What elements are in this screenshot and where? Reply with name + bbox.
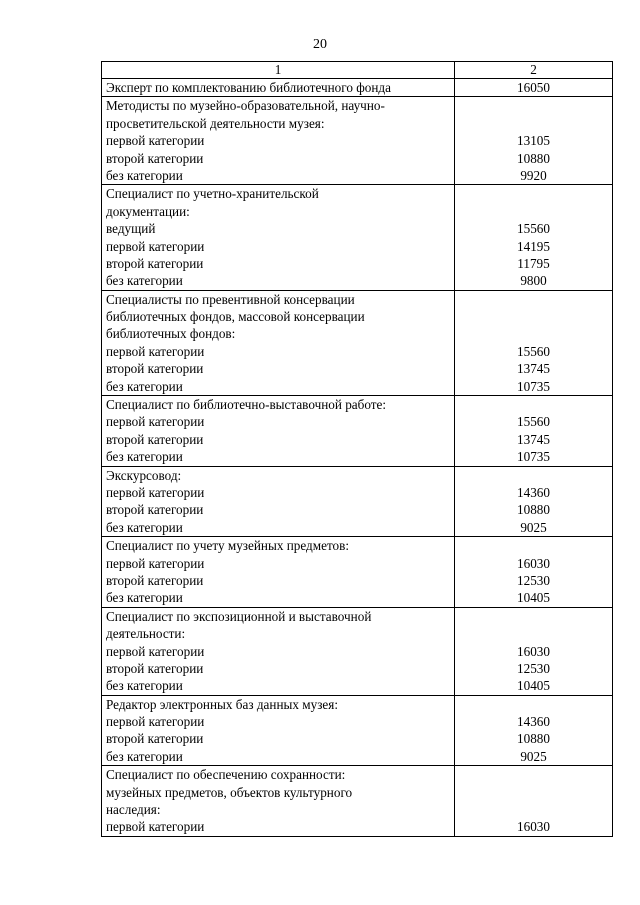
- category-label: второй категории: [106, 361, 204, 377]
- table-body: [102, 79, 613, 837]
- blank-line: [459, 608, 608, 625]
- group-title-line: деятельности:: [106, 626, 186, 642]
- blank-line: [459, 325, 608, 342]
- group-title-line: Специалист по экспозиционной и выставочной: [106, 608, 372, 624]
- blank-line: [459, 537, 608, 554]
- category-label: второй категории: [106, 431, 204, 447]
- category-label: первой категории: [106, 414, 205, 430]
- salary-cell: [455, 396, 613, 467]
- salary-value: 13745: [517, 431, 550, 447]
- blank-line: [459, 203, 608, 220]
- category-label: ведущий: [106, 221, 156, 237]
- salary-value: 10880: [517, 731, 550, 747]
- group-title-line: Редактор электронных баз данных музея:: [106, 696, 339, 712]
- category-label: первой категории: [106, 238, 205, 254]
- position-cell: [102, 79, 455, 97]
- table-row: [102, 79, 613, 97]
- salary-value: 10735: [517, 449, 550, 465]
- table-header-row: [102, 62, 613, 79]
- salary-value: 14360: [517, 714, 550, 730]
- salary-value: 12530: [517, 572, 550, 588]
- salary-cell: [455, 290, 613, 395]
- table-row: [102, 290, 613, 395]
- salary-value: 16030: [517, 555, 550, 571]
- blank-line: [459, 308, 608, 325]
- table-row: [102, 396, 613, 467]
- salary-value: 10880: [517, 150, 550, 166]
- position-cell: [102, 466, 455, 537]
- salary-cell: [455, 537, 613, 608]
- category-label: без категории: [106, 449, 183, 465]
- category-label: второй категории: [106, 572, 204, 588]
- position-cell: [102, 766, 455, 837]
- salary-value: 13105: [517, 133, 550, 149]
- table-row: [102, 466, 613, 537]
- category-label: без категории: [106, 378, 183, 394]
- salary-value: 11795: [517, 255, 550, 271]
- group-title-line: Специалист по обеспечению сохранности:: [106, 767, 346, 783]
- salary-value: 10880: [517, 502, 550, 518]
- category-label: первой категории: [106, 643, 205, 659]
- blank-line: [459, 801, 608, 818]
- category-label: первой категории: [106, 133, 205, 149]
- group-title-line: документации:: [106, 203, 190, 219]
- column-header-position: 1: [102, 62, 455, 79]
- salary-value: 14360: [517, 484, 550, 500]
- salary-value: 15560: [517, 343, 550, 359]
- category-label: без категории: [106, 273, 183, 289]
- table-row: [102, 607, 613, 695]
- group-title-line: библиотечных фондов:: [106, 326, 236, 342]
- page-number: 20: [313, 37, 327, 52]
- table-row: [102, 537, 613, 608]
- salary-value: 13745: [517, 361, 550, 377]
- blank-line: [459, 625, 608, 642]
- group-title-line: просветительской деятельности музея:: [106, 115, 325, 131]
- group-title-line: Специалисты по превентивной консервации: [106, 291, 355, 307]
- salary-value: 9800: [520, 273, 547, 289]
- group-title-line: Методисты по музейно-образовательной, научно-: [106, 98, 385, 114]
- position-cell: [102, 396, 455, 467]
- group-title-line: Специалист по учету музейных предметов:: [106, 538, 350, 554]
- blank-line: [459, 185, 608, 202]
- salary-cell: [455, 79, 613, 97]
- category-label: второй категории: [106, 255, 204, 271]
- category-label: первой категории: [106, 714, 205, 730]
- blank-line: [459, 467, 608, 484]
- category-label: первой категории: [106, 555, 205, 571]
- salary-cell: [455, 766, 613, 837]
- salary-value: 9025: [520, 519, 547, 535]
- salary-value: 16030: [517, 819, 550, 835]
- salary-table: [101, 61, 613, 837]
- group-title-line: Специалист по библиотечно-выставочной работе:: [106, 397, 387, 413]
- blank-line: [459, 291, 608, 308]
- category-label: второй категории: [106, 660, 204, 676]
- blank-line: [459, 396, 608, 413]
- category-label: без категории: [106, 590, 183, 606]
- group-title-line: музейных предметов, объектов культурного: [106, 784, 353, 800]
- category-label: первой категории: [106, 819, 205, 835]
- salary-cell: [455, 185, 613, 290]
- group-title-line: Специалист по учетно-хранительской: [106, 186, 319, 202]
- category-label: второй категории: [106, 150, 204, 166]
- salary-value: 16030: [517, 643, 550, 659]
- group-title-line: Экскурсовод:: [106, 467, 182, 483]
- table-row: [102, 97, 613, 185]
- category-label: первой категории: [106, 343, 205, 359]
- category-label: без категории: [106, 167, 183, 183]
- blank-line: [459, 97, 608, 114]
- salary-cell: [455, 607, 613, 695]
- salary-value: 10405: [517, 678, 550, 694]
- category-label: без категории: [106, 519, 183, 535]
- position-cell: [102, 607, 455, 695]
- blank-line: [459, 115, 608, 132]
- blank-line: [459, 696, 608, 713]
- category-label: Эксперт по комплектованию библиотечного фонда: [106, 80, 391, 95]
- category-label: второй категории: [106, 502, 204, 518]
- category-label: второй категории: [106, 731, 204, 747]
- salary-value: 15560: [517, 414, 550, 430]
- salary-value: 15560: [517, 221, 550, 237]
- salary-cell: [455, 97, 613, 185]
- salary-value: 14195: [517, 238, 550, 254]
- salary-value: 16050: [517, 80, 550, 95]
- category-label: первой категории: [106, 484, 205, 500]
- position-cell: [102, 290, 455, 395]
- category-label: без категории: [106, 748, 183, 764]
- salary-value: 10735: [517, 378, 550, 394]
- salary-value: 9920: [520, 167, 547, 183]
- blank-line: [459, 766, 608, 783]
- column-header-salary: 2: [455, 62, 613, 79]
- category-label: без категории: [106, 678, 183, 694]
- position-cell: [102, 537, 455, 608]
- position-cell: [102, 185, 455, 290]
- salary-value: 10405: [517, 590, 550, 606]
- group-title-line: наследия:: [106, 802, 161, 818]
- blank-line: [459, 784, 608, 801]
- salary-value: 9025: [520, 748, 547, 764]
- position-cell: [102, 695, 455, 766]
- salary-value: 12530: [517, 660, 550, 676]
- salary-cell: [455, 695, 613, 766]
- table-row: [102, 766, 613, 837]
- salary-cell: [455, 466, 613, 537]
- table-row: [102, 185, 613, 290]
- position-cell: [102, 97, 455, 185]
- group-title-line: библиотечных фондов, массовой консервации: [106, 309, 365, 325]
- table-row: [102, 695, 613, 766]
